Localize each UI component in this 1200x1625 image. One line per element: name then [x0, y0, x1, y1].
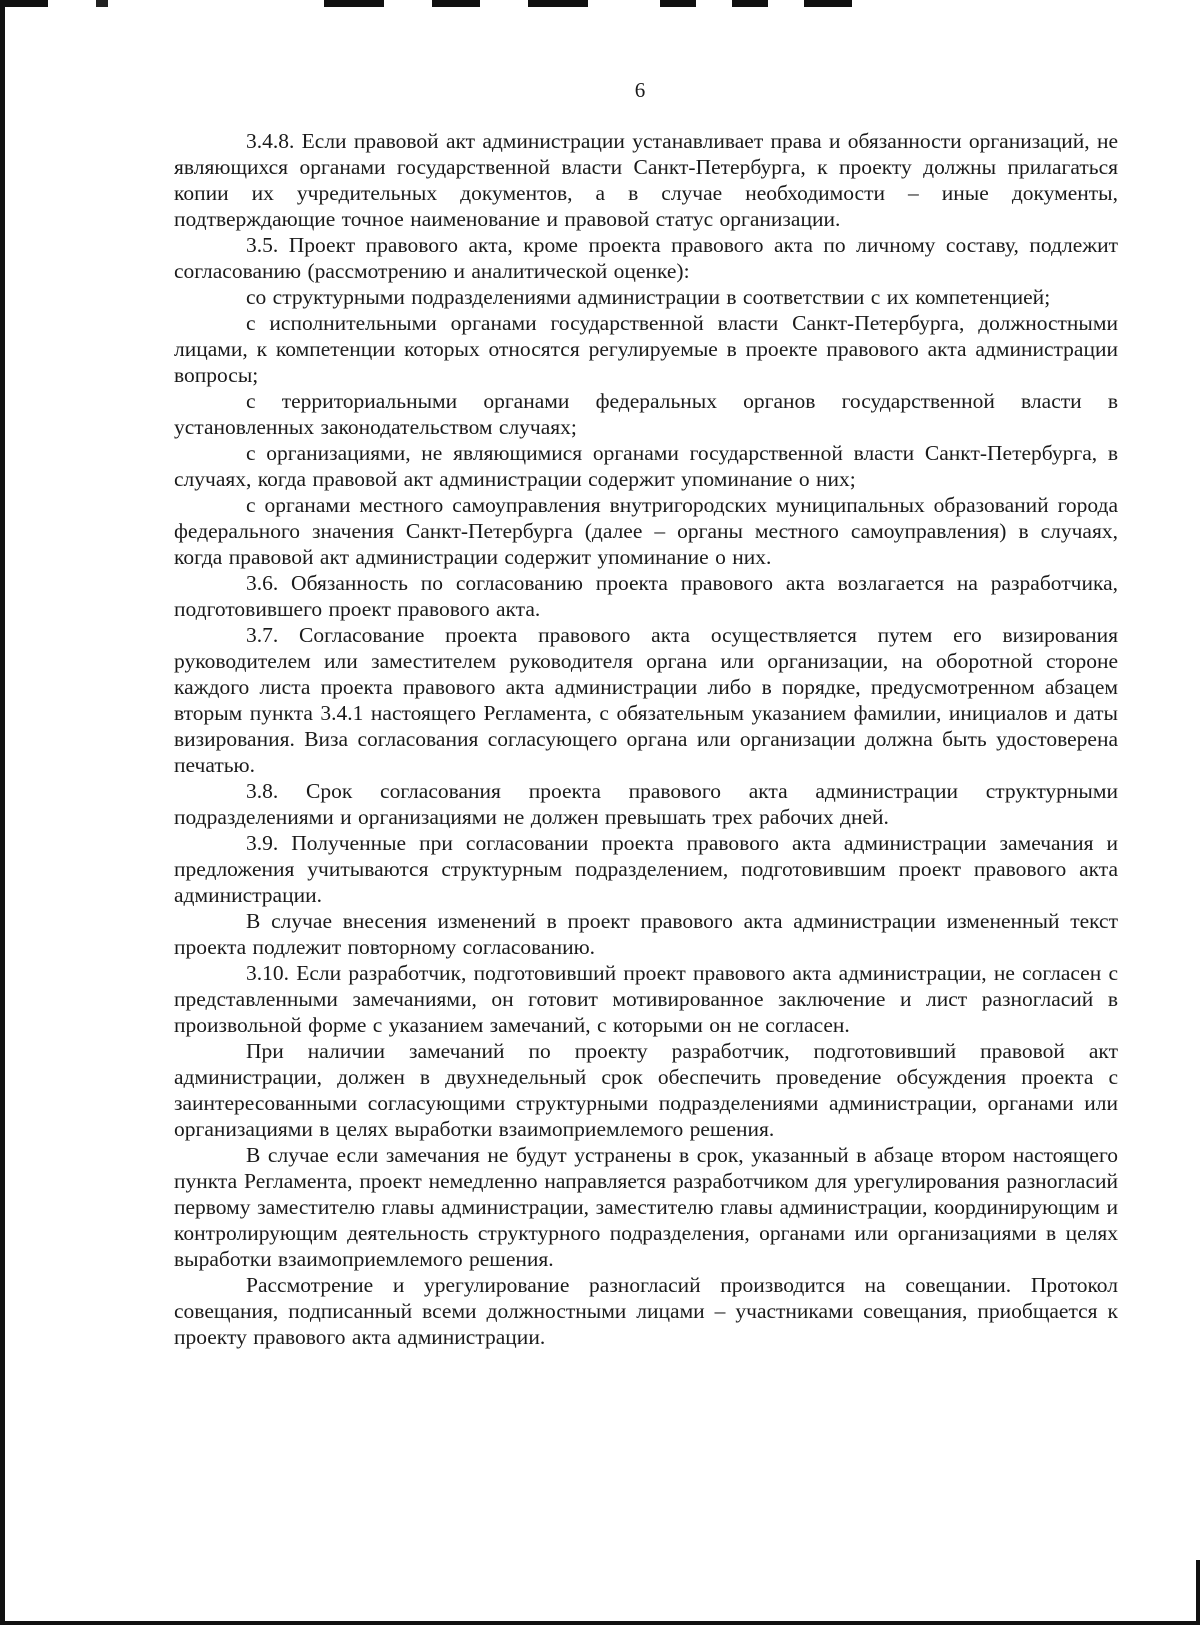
- paragraph-3-10-meeting: Рассмотрение и урегулирование разногласий производится на совещании. Протокол совещания, подписанный всеми должностными лицами – участниками совещания, приобщается к проекту правового акта администрации.: [174, 1273, 1118, 1349]
- list-item-local-self-government: с органами местного самоуправления внутригородских муниципальных образований города федерального значения Санкт-Петербурга (далее – органы местного самоуправления) в случаях, когда правовой акт администрации содержит упоминание о них.: [174, 493, 1118, 569]
- list-item-territorial-bodies: с территориальными органами федеральных органов государственной власти в установленных законодательством случаях;: [174, 389, 1118, 439]
- scan-right-edge: [1196, 1560, 1200, 1625]
- paragraph-3-8: 3.8. Срок согласования проекта правового акта администрации структурными подразделениями и организациями не должен превышать трех рабочих дней.: [174, 779, 1118, 829]
- paragraph-3-10-discussion: При наличии замечаний по проекту разработчик, подготовивший правовой акт администрации, должен в двухнедельный срок обеспечить проведение обсуждения проекта с заинтересованными согласующими структурными подразделениями администрации, органами или организациями в целях выработки взаимоприемлемого решения.: [174, 1039, 1118, 1141]
- page-number: 6: [634, 78, 646, 102]
- list-item-structural-units: со структурными подразделениями администрации в соответствии с их компетенцией;: [246, 285, 1051, 309]
- paragraph-3-10-escalation: В случае если замечания не будут устранены в срок, указанный в абзаце втором настоящего пункта Регламента, проект немедленно направляется разработчиком для урегулирования разногласий первому заместителю главы администрации, заместителю главы администрации, координирующим и контролирующим деятельность структурного подразделения, органами или организациями в целях выработки взаимоприемлемого решения.: [174, 1143, 1118, 1271]
- paragraph-3-9-changes: В случае внесения изменений в проект правового акта администрации измененный текст проекта подлежит повторному согласованию.: [174, 909, 1118, 959]
- list-item-organizations: с организациями, не являющимися органами государственной власти Санкт-Петербурга, в случаях, когда правовой акт администрации содержит упоминание о них;: [174, 441, 1118, 491]
- scan-left-edge: [0, 0, 5, 1625]
- scan-top-edge: [0, 0, 1200, 7]
- scan-bottom-edge: [0, 1621, 1200, 1625]
- paragraph-3-6: 3.6. Обязанность по согласованию проекта правового акта возлагается на разработчика, подготовившего проект правового акта.: [174, 571, 1118, 621]
- paragraph-3-5: 3.5. Проект правового акта, кроме проекта правового акта по личному составу, подлежит согласованию (рассмотрению и аналитической оценке):: [174, 233, 1118, 283]
- paragraph-3-4-8: 3.4.8. Если правовой акт администрации устанавливает права и обязанности организаций, не являющихся органами государственной власти Санкт-Петербурга, к проекту должны прилагаться копии их учредительных документов, а в случае необходимости – иные документы, подтверждающие точное наименование и правовой статус организации.: [174, 129, 1118, 231]
- paragraph-3-9: 3.9. Полученные при согласовании проекта правового акта администрации замечания и предложения учитываются структурным подразделением, подготовившим проект правового акта администрации.: [174, 831, 1118, 907]
- document-body: [174, 128, 1118, 1350]
- list-item-executive-bodies: с исполнительными органами государственной власти Санкт-Петербурга, должностными лицами, к компетенции которых относятся регулируемые в проекте правового акта администрации вопросы;: [174, 311, 1118, 387]
- paragraph-3-10: 3.10. Если разработчик, подготовивший проект правового акта администрации, не согласен с представленными замечаниями, он готовит мотивированное заключение и лист разногласий в произвольной форме с указанием замечаний, с которыми он не согласен.: [174, 961, 1118, 1037]
- paragraph-3-7: 3.7. Согласование проекта правового акта осуществляется путем его визирования руководителем или заместителем руководителя органа или организации, на оборотной стороне каждого листа проекта правового акта администрации либо в порядке, предусмотренном абзацем вторым пункта 3.4.1 настоящего Регламента, с обязательным указанием фамилии, инициалов и даты визирования. Виза согласования согласующего органа или организации должна быть удостоверена печатью.: [174, 623, 1118, 777]
